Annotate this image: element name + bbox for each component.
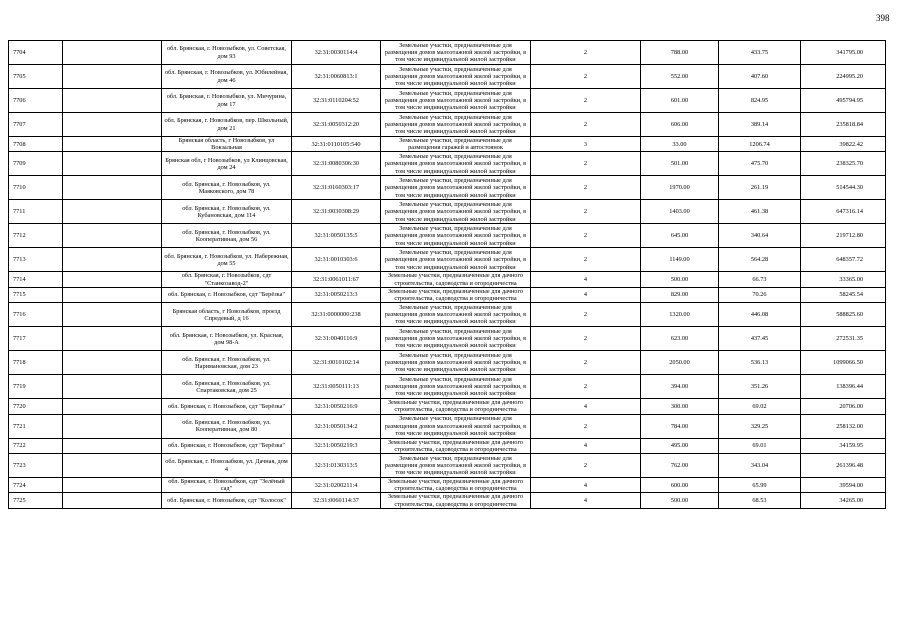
group-cell: 2	[531, 89, 641, 113]
land-use-cell: Земельные участки, предназначенные для размещения домов малоэтажной жилой застройки, в том числе индивидуальной жилой застройки	[381, 375, 531, 399]
cadastral-value-cell: 647316.14	[801, 200, 886, 224]
group-cell: 4	[531, 287, 641, 302]
cadastral-number-cell: 32:31:0030308:29	[292, 200, 381, 224]
spacer-cell	[63, 327, 162, 351]
cadastral-value-cell: 341795.00	[801, 41, 886, 65]
cadastral-value-cell: 588825.60	[801, 303, 886, 327]
group-cell: 2	[531, 200, 641, 224]
land-use-cell: Земельные участки, предназначенные для размещения домов малоэтажной жилой застройки, в том числе индивидуальной жилой застройки	[381, 176, 531, 200]
address-cell: обл. Брянская, г. Новозыбков, сдт "Колосок"	[162, 493, 292, 508]
table-row	[9, 137, 886, 152]
cadastral-value-cell: 224995.20	[801, 65, 886, 89]
cadastral-value-cell: 20706.00	[801, 399, 886, 414]
cadastral-number-cell: 32:31:0130313:5	[292, 454, 381, 478]
row-number: 7723	[9, 454, 63, 478]
table-row	[9, 327, 886, 351]
area-cell: 2050.00	[641, 351, 719, 375]
table-row	[9, 248, 886, 272]
cadastral-number-cell: 32:31:0050134:2	[292, 414, 381, 438]
group-cell: 2	[531, 41, 641, 65]
land-use-cell: Земельные участки, предназначенные для размещения домов малоэтажной жилой застройки, в том числе индивидуальной жилой застройки	[381, 152, 531, 176]
group-cell: 2	[531, 351, 641, 375]
group-cell: 2	[531, 176, 641, 200]
row-number: 7708	[9, 137, 63, 152]
group-cell: 2	[531, 454, 641, 478]
land-use-cell: Земельные участки, предназначенные для размещения домов малоэтажной жилой застройки, в том числе индивидуальной жилой застройки	[381, 248, 531, 272]
row-number: 7711	[9, 200, 63, 224]
group-cell: 2	[531, 303, 641, 327]
cadastral-value-cell: 39594.00	[801, 478, 886, 493]
cadastral-number-cell: 32:31:0110204:52	[292, 89, 381, 113]
spacer-cell	[63, 89, 162, 113]
area-cell: 600.00	[641, 478, 719, 493]
area-cell: 500.00	[641, 272, 719, 287]
spacer-cell	[63, 287, 162, 302]
area-cell: 495.00	[641, 438, 719, 453]
address-cell: обл. Брянская, г. Новозыбков, сдт "Берёзка"	[162, 438, 292, 453]
specific-value-cell: 70.26	[719, 287, 801, 302]
table-row	[9, 200, 886, 224]
table-row	[9, 176, 886, 200]
area-cell: 788.00	[641, 41, 719, 65]
row-number: 7718	[9, 351, 63, 375]
cadastral-number-cell: 32:31:0050312:20	[292, 113, 381, 137]
specific-value-cell: 536.13	[719, 351, 801, 375]
table-row	[9, 65, 886, 89]
table-row	[9, 287, 886, 302]
cadastral-number-cell: 32:31:0010102:14	[292, 351, 381, 375]
area-cell: 300.00	[641, 399, 719, 414]
cadastral-value-cell: 258132.00	[801, 414, 886, 438]
spacer-cell	[63, 176, 162, 200]
address-cell: обл. Брянская, г. Новозыбков, ул. Дачная, дом 4	[162, 454, 292, 478]
land-use-cell: Земельные участки, предназначенные для размещения домов малоэтажной жилой застройки, в том числе индивидуальной жилой застройки	[381, 454, 531, 478]
land-use-cell: Земельные участки, предназначенные для размещения домов малоэтажной жилой застройки, в том числе индивидуальной жилой застройки	[381, 351, 531, 375]
cadastral-value-cell: 34265.00	[801, 493, 886, 508]
land-use-cell: Земельные участки, предназначенные для размещения домов малоэтажной жилой застройки, в том числе индивидуальной жилой застройки	[381, 414, 531, 438]
table-row	[9, 399, 886, 414]
address-cell: обл. Брянская, г. Новозыбков, ул. Набережная, дом 55	[162, 248, 292, 272]
land-use-cell: Земельные участки, предназначенные для дачного строительства, садоводства и огородничества	[381, 438, 531, 453]
table-row	[9, 351, 886, 375]
cadastral-value-cell: 34159.95	[801, 438, 886, 453]
area-cell: 394.00	[641, 375, 719, 399]
specific-value-cell: 329.25	[719, 414, 801, 438]
land-use-cell: Земельные участки, предназначенные для размещения домов малоэтажной жилой застройки, в том числе индивидуальной жилой застройки	[381, 224, 531, 248]
land-use-cell: Земельные участки, предназначенные для дачного строительства, садоводства и огородничества	[381, 478, 531, 493]
table-row	[9, 414, 886, 438]
cadastral-number-cell: 32:31:0050219:3	[292, 438, 381, 453]
specific-value-cell: 68.53	[719, 493, 801, 508]
group-cell: 2	[531, 152, 641, 176]
land-use-cell: Земельные участки, предназначенные для размещения домов малоэтажной жилой застройки, в том числе индивидуальной жилой застройки	[381, 303, 531, 327]
row-number: 7724	[9, 478, 63, 493]
spacer-cell	[63, 41, 162, 65]
cadastral-value-cell: 514544.30	[801, 176, 886, 200]
group-cell: 4	[531, 438, 641, 453]
row-number: 7709	[9, 152, 63, 176]
area-cell: 501.00	[641, 152, 719, 176]
cadastral-number-cell: 32:31:0160303:17	[292, 176, 381, 200]
cadastral-value-cell: 261396.48	[801, 454, 886, 478]
address-cell: обл. Брянская, г. Новозыбков, ул. Кооперативная, дом 56	[162, 224, 292, 248]
address-cell: обл. Брянская, г. Новозыбков, ул. Кооперативная, дом 80	[162, 414, 292, 438]
cadastral-number-cell: 32:31:0030114:4	[292, 41, 381, 65]
spacer-cell	[63, 478, 162, 493]
cadastral-number-cell: 32:31:0060813:1	[292, 65, 381, 89]
spacer-cell	[63, 65, 162, 89]
land-use-cell: Земельные участки, предназначенные для дачного строительства, садоводства и огородничества	[381, 399, 531, 414]
area-cell: 1970.00	[641, 176, 719, 200]
specific-value-cell: 261.19	[719, 176, 801, 200]
cadastral-value-cell: 138396.44	[801, 375, 886, 399]
group-cell: 2	[531, 65, 641, 89]
specific-value-cell: 343.04	[719, 454, 801, 478]
area-cell: 829.00	[641, 287, 719, 302]
row-number: 7720	[9, 399, 63, 414]
specific-value-cell: 433.75	[719, 41, 801, 65]
spacer-cell	[63, 303, 162, 327]
address-cell: обл. Брянская, г. Новозыбков, ул. Красная, дом 98-А	[162, 327, 292, 351]
row-number: 7714	[9, 272, 63, 287]
row-number: 7713	[9, 248, 63, 272]
specific-value-cell: 69.02	[719, 399, 801, 414]
specific-value-cell: 475.70	[719, 152, 801, 176]
table-body	[9, 41, 886, 509]
row-number: 7705	[9, 65, 63, 89]
table-row	[9, 438, 886, 453]
table-row	[9, 89, 886, 113]
cadastral-number-cell: 32:31:0080306:30	[292, 152, 381, 176]
row-number: 7704	[9, 41, 63, 65]
table-row	[9, 41, 886, 65]
address-cell: обл. Брянская, г. Новозыбков, ул. Кубановская, дом 114	[162, 200, 292, 224]
spacer-cell	[63, 375, 162, 399]
spacer-cell	[63, 224, 162, 248]
specific-value-cell: 824.95	[719, 89, 801, 113]
spacer-cell	[63, 351, 162, 375]
cadastral-value-cell: 272531.35	[801, 327, 886, 351]
address-cell: обл. Брянская, г. Новозыбков, ул. Наримановская, дом 23	[162, 351, 292, 375]
row-number: 7707	[9, 113, 63, 137]
land-use-cell: Земельные участки, предназначенные для размещения домов малоэтажной жилой застройки, в том числе индивидуальной жилой застройки	[381, 41, 531, 65]
address-cell: обл. Брянская, г. Новозыбков, ул. Юбилейная, дом 46	[162, 65, 292, 89]
specific-value-cell: 446.08	[719, 303, 801, 327]
table-row	[9, 152, 886, 176]
cadastral-number-cell: 32:31:0050216:9	[292, 399, 381, 414]
page-number: 398	[876, 13, 890, 23]
address-cell: обл. Брянская, г. Новозыбков, сдт "Берёзка"	[162, 287, 292, 302]
cadastral-value-cell: 238325.70	[801, 152, 886, 176]
cadastral-number-cell: 32:31:0050111:13	[292, 375, 381, 399]
spacer-cell	[63, 454, 162, 478]
land-use-cell: Земельные участки, предназначенные для размещения гаражей и автостоянок	[381, 137, 531, 152]
group-cell: 4	[531, 493, 641, 508]
row-number: 7712	[9, 224, 63, 248]
table-row	[9, 113, 886, 137]
cadastral-number-cell: 32:31:0050213:3	[292, 287, 381, 302]
land-use-cell: Земельные участки, предназначенные для дачного строительства, садоводства и огородничества	[381, 272, 531, 287]
specific-value-cell: 66.73	[719, 272, 801, 287]
group-cell: 4	[531, 399, 641, 414]
address-cell: обл. Брянская, г. Новозыбков, пер. Школьный, дом 21	[162, 113, 292, 137]
cadastral-number-cell: 32:31:0060114:37	[292, 493, 381, 508]
table-row	[9, 493, 886, 508]
cadastral-number-cell: 32:31:0110105:540	[292, 137, 381, 152]
table-row	[9, 375, 886, 399]
cadastral-value-cell: 219712.80	[801, 224, 886, 248]
row-number: 7710	[9, 176, 63, 200]
area-cell: 1320.00	[641, 303, 719, 327]
address-cell: Брянская область, г Новозыбков, ул Вокзальная	[162, 137, 292, 152]
group-cell: 4	[531, 272, 641, 287]
area-cell: 762.00	[641, 454, 719, 478]
cadastral-number-cell: 32:31:0000000:238	[292, 303, 381, 327]
specific-value-cell: 389.14	[719, 113, 801, 137]
specific-value-cell: 351.26	[719, 375, 801, 399]
area-cell: 500.00	[641, 493, 719, 508]
specific-value-cell: 340.64	[719, 224, 801, 248]
group-cell: 2	[531, 414, 641, 438]
spacer-cell	[63, 200, 162, 224]
specific-value-cell: 407.60	[719, 65, 801, 89]
row-number: 7716	[9, 303, 63, 327]
area-cell: 623.00	[641, 327, 719, 351]
cadastral-table	[8, 40, 886, 509]
area-cell: 601.00	[641, 89, 719, 113]
row-number: 7715	[9, 287, 63, 302]
cadastral-value-cell: 58245.54	[801, 287, 886, 302]
cadastral-number-cell: 32:31:0010303:6	[292, 248, 381, 272]
address-cell: обл. Брянская, г. Новозыбков, ул. Мичурина, дом 17	[162, 89, 292, 113]
group-cell: 2	[531, 375, 641, 399]
address-cell: Брянская область, г Новозыбков, проезд Спредевый, д 16	[162, 303, 292, 327]
cadastral-value-cell: 495794.95	[801, 89, 886, 113]
group-cell: 2	[531, 224, 641, 248]
cadastral-number-cell: 32:31:0200211:4	[292, 478, 381, 493]
address-cell: Брянская обл, г Новозыбков, ул Клинцовская, дом 24	[162, 152, 292, 176]
spacer-cell	[63, 272, 162, 287]
spacer-cell	[63, 493, 162, 508]
land-use-cell: Земельные участки, предназначенные для размещения домов малоэтажной жилой застройки, в том числе индивидуальной жилой застройки	[381, 327, 531, 351]
group-cell: 2	[531, 113, 641, 137]
cadastral-value-cell: 33365.00	[801, 272, 886, 287]
land-use-cell: Земельные участки, предназначенные для дачного строительства, садоводства и огородничества	[381, 287, 531, 302]
area-cell: 1403.00	[641, 200, 719, 224]
table-row	[9, 454, 886, 478]
spacer-cell	[63, 137, 162, 152]
area-cell: 33.00	[641, 137, 719, 152]
area-cell: 645.00	[641, 224, 719, 248]
table-row	[9, 303, 886, 327]
table-row	[9, 272, 886, 287]
specific-value-cell: 461.38	[719, 200, 801, 224]
group-cell: 2	[531, 327, 641, 351]
spacer-cell	[63, 438, 162, 453]
area-cell: 784.00	[641, 414, 719, 438]
spacer-cell	[63, 248, 162, 272]
address-cell: обл. Брянская, г. Новозыбков, ул. Советская, дом 93	[162, 41, 292, 65]
area-cell: 1149.00	[641, 248, 719, 272]
spacer-cell	[63, 399, 162, 414]
cadastral-value-cell: 1099066.50	[801, 351, 886, 375]
row-number: 7719	[9, 375, 63, 399]
group-cell: 4	[531, 478, 641, 493]
cadastral-number-cell: 32:31:0061011:67	[292, 272, 381, 287]
spacer-cell	[63, 113, 162, 137]
cadastral-value-cell: 235818.84	[801, 113, 886, 137]
land-use-cell: Земельные участки, предназначенные для размещения домов малоэтажной жилой застройки, в том числе индивидуальной жилой застройки	[381, 200, 531, 224]
row-number: 7725	[9, 493, 63, 508]
land-use-cell: Земельные участки, предназначенные для размещения домов малоэтажной жилой застройки, в том числе индивидуальной жилой застройки	[381, 65, 531, 89]
table-row	[9, 478, 886, 493]
address-cell: обл. Брянская, г. Новозыбков, ул. Маяковского, дом 78	[162, 176, 292, 200]
row-number: 7706	[9, 89, 63, 113]
group-cell: 2	[531, 248, 641, 272]
spacer-cell	[63, 414, 162, 438]
specific-value-cell: 65.99	[719, 478, 801, 493]
table-row	[9, 224, 886, 248]
land-use-cell: Земельные участки, предназначенные для размещения домов малоэтажной жилой застройки, в том числе индивидуальной жилой застройки	[381, 89, 531, 113]
spacer-cell	[63, 152, 162, 176]
address-cell: обл. Брянская, г. Новозыбков, сдт "Зелёный сад"	[162, 478, 292, 493]
address-cell: обл. Брянская, г. Новозыбков, сдт "Берёзка"	[162, 399, 292, 414]
area-cell: 552.00	[641, 65, 719, 89]
row-number: 7722	[9, 438, 63, 453]
group-cell: 3	[531, 137, 641, 152]
land-use-cell: Земельные участки, предназначенные для дачного строительства, садоводства и огородничества	[381, 493, 531, 508]
specific-value-cell: 564.28	[719, 248, 801, 272]
specific-value-cell: 1206.74	[719, 137, 801, 152]
address-cell: обл. Брянская, г. Новозыбков, сдт "Станкозавод-2"	[162, 272, 292, 287]
cadastral-number-cell: 32:31:0040116:9	[292, 327, 381, 351]
cadastral-number-cell: 32:31:0050135:5	[292, 224, 381, 248]
cadastral-value-cell: 39822.42	[801, 137, 886, 152]
row-number: 7721	[9, 414, 63, 438]
specific-value-cell: 69.01	[719, 438, 801, 453]
land-use-cell: Земельные участки, предназначенные для размещения домов малоэтажной жилой застройки, в том числе индивидуальной жилой застройки	[381, 113, 531, 137]
area-cell: 606.00	[641, 113, 719, 137]
specific-value-cell: 437.45	[719, 327, 801, 351]
cadastral-value-cell: 648357.72	[801, 248, 886, 272]
address-cell: обл. Брянская, г. Новозыбков, ул. Спартаковская, дом 25	[162, 375, 292, 399]
row-number: 7717	[9, 327, 63, 351]
